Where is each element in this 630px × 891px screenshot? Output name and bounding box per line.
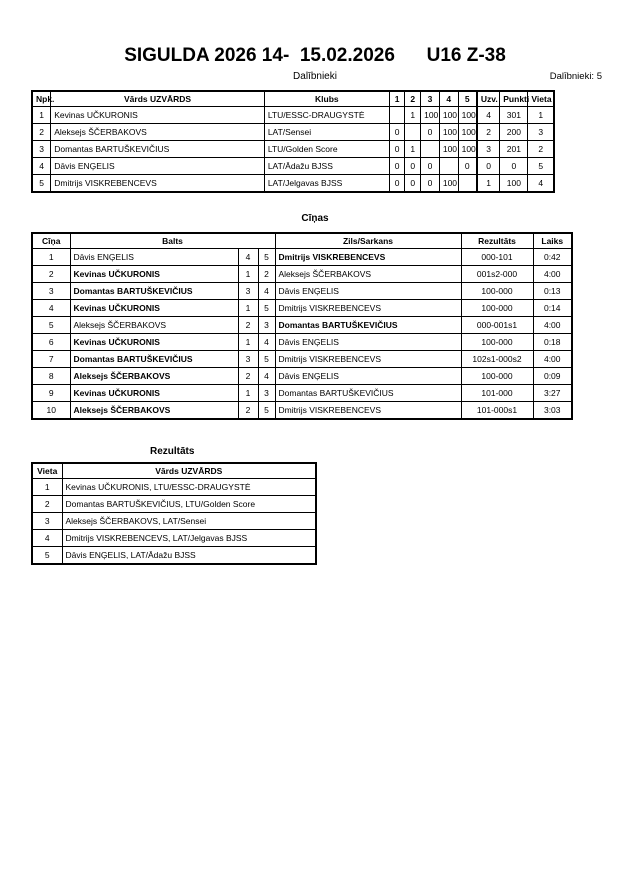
fight-time: 3:27 (533, 385, 572, 402)
score-vs-1: 0 (389, 158, 405, 175)
score-vs-5: 100 (458, 124, 477, 141)
fight-white-index: 1 (238, 334, 258, 351)
fights-header-row (32, 233, 572, 249)
result-row (32, 547, 316, 565)
fight-blue-index: 5 (258, 300, 275, 317)
fight-number: 7 (32, 351, 70, 368)
col-header-5: 5 (458, 91, 477, 107)
score-vs-2: 0 (405, 158, 421, 175)
col-header-fight: Cīņa (32, 233, 70, 249)
fight-blue-index: 4 (258, 368, 275, 385)
fight-number: 2 (32, 266, 70, 283)
fight-white-name: Dāvis ENĢELIS (70, 249, 238, 266)
score-vs-4: 100 (439, 141, 458, 158)
participant-place: 3 (528, 124, 554, 141)
participant-wins: 3 (477, 141, 500, 158)
fights-table (31, 232, 573, 420)
fight-result: 100-000 (461, 283, 533, 300)
fight-row (32, 351, 572, 368)
fight-blue-name: Dmitrijs VISKREBENCEVS (275, 300, 461, 317)
score-vs-3: 100 (421, 107, 440, 124)
fight-row (32, 334, 572, 351)
fight-white-name: Kevinas UČKURONIS (70, 300, 238, 317)
fight-blue-index: 5 (258, 249, 275, 266)
col-header-time: Laiks (533, 233, 572, 249)
participant-club: LTU/Golden Score (264, 141, 389, 158)
participant-club: LTU/ESSC-DRAUGYSTĖ (264, 107, 389, 124)
fight-blue-name: Domantas BARTUŠKEVIČIUS (275, 385, 461, 402)
participant-place: 5 (528, 158, 554, 175)
fight-number: 10 (32, 402, 70, 420)
fight-white-name: Domantas BARTUŠKEVIČIUS (70, 351, 238, 368)
fight-result: 000-001s1 (461, 317, 533, 334)
fight-row (32, 283, 572, 300)
fight-blue-name: Dmitrijs VISKREBENCEVS (275, 351, 461, 368)
fight-white-index: 1 (238, 266, 258, 283)
col-header-uzv: Uzv. (477, 91, 500, 107)
score-vs-4: 100 (439, 124, 458, 141)
score-vs-3: 0 (421, 158, 440, 175)
participant-npk: 1 (32, 107, 51, 124)
participant-place: 1 (528, 107, 554, 124)
page-title: SIGULDA 2026 14- 15.02.2026 U16 Z-38 (124, 45, 506, 66)
fight-blue-index: 3 (258, 317, 275, 334)
fight-row (32, 402, 572, 420)
score-vs-2: 1 (405, 141, 421, 158)
result-row (32, 530, 316, 547)
col-header-result: Rezultāts (461, 233, 533, 249)
fight-blue-index: 2 (258, 266, 275, 283)
result-place: 4 (32, 530, 62, 547)
participant-row (32, 141, 554, 158)
fight-blue-name: Aleksejs ŠČERBAKOVS (275, 266, 461, 283)
result-place: 3 (32, 513, 62, 530)
fight-white-name: Domantas BARTUŠKEVIČIUS (70, 283, 238, 300)
participant-row (32, 124, 554, 141)
fight-blue-name: Dāvis ENĢELIS (275, 334, 461, 351)
participant-npk: 4 (32, 158, 51, 175)
results-header-row (32, 463, 316, 479)
fight-number: 9 (32, 385, 70, 402)
participant-row (32, 158, 554, 175)
result-place: 2 (32, 496, 62, 513)
participant-club: LAT/Sensei (264, 124, 389, 141)
participant-wins: 2 (477, 124, 500, 141)
fight-blue-name: Dmitrijs VISKREBENCEVS (275, 249, 461, 266)
col-header-result-name: Vārds UZVĀRDS (62, 463, 316, 479)
results-table (31, 462, 317, 565)
participants-header-row (32, 91, 554, 107)
participant-wins: 4 (477, 107, 500, 124)
score-vs-3: 0 (421, 124, 440, 141)
col-header-club: Klubs (264, 91, 389, 107)
fight-row (32, 385, 572, 402)
fight-time: 0:18 (533, 334, 572, 351)
fight-number: 4 (32, 300, 70, 317)
col-header-name: Vārds UZVĀRDS (51, 91, 265, 107)
score-vs-1: 0 (389, 141, 405, 158)
score-vs-3 (421, 141, 440, 158)
participant-npk: 5 (32, 175, 51, 193)
participant-points: 200 (500, 124, 528, 141)
score-vs-4: 100 (439, 107, 458, 124)
fight-white-name: Aleksejs ŠČERBAKOVS (70, 402, 238, 420)
fight-white-index: 2 (238, 317, 258, 334)
participant-name: Dmitrijs VISKREBENCEVS (51, 175, 265, 193)
fight-result: 100-000 (461, 334, 533, 351)
col-header-place: Vieta (32, 463, 62, 479)
participant-npk: 3 (32, 141, 51, 158)
result-name-club: Dāvis ENĢELIS, LAT/Ādažu BJSS (62, 547, 316, 565)
results-heading: Rezultāts (150, 446, 195, 457)
fight-blue-index: 3 (258, 385, 275, 402)
result-place: 5 (32, 547, 62, 565)
fight-row (32, 266, 572, 283)
col-header-2: 2 (405, 91, 421, 107)
fight-result: 100-000 (461, 300, 533, 317)
fight-time: 0:42 (533, 249, 572, 266)
result-place: 1 (32, 479, 62, 496)
fight-time: 0:09 (533, 368, 572, 385)
participant-name: Dāvis ENĢELIS (51, 158, 265, 175)
fight-white-name: Kevinas UČKURONIS (70, 266, 238, 283)
score-vs-1: 0 (389, 175, 405, 193)
participant-name: Domantas BARTUŠKEVIČIUS (51, 141, 265, 158)
score-vs-5: 0 (458, 158, 477, 175)
col-header-3: 3 (421, 91, 440, 107)
fight-number: 5 (32, 317, 70, 334)
fight-time: 3:03 (533, 402, 572, 420)
fight-blue-name: Dāvis ENĢELIS (275, 368, 461, 385)
fight-time: 0:14 (533, 300, 572, 317)
fight-number: 1 (32, 249, 70, 266)
fight-result: 001s2-000 (461, 266, 533, 283)
fight-white-index: 3 (238, 351, 258, 368)
score-vs-4: 100 (439, 175, 458, 193)
fight-number: 3 (32, 283, 70, 300)
result-name-club: Domantas BARTUŠKEVIČIUS, LTU/Golden Score (62, 496, 316, 513)
result-row (32, 496, 316, 513)
score-vs-5 (458, 175, 477, 193)
participant-club: LAT/Ādažu BJSS (264, 158, 389, 175)
fight-blue-name: Dmitrijs VISKREBENCEVS (275, 402, 461, 420)
fight-row (32, 317, 572, 334)
fight-time: 4:00 (533, 317, 572, 334)
fight-row (32, 368, 572, 385)
col-header-white: Balts (70, 233, 275, 249)
fight-white-index: 3 (238, 283, 258, 300)
fight-blue-name: Dāvis ENĢELIS (275, 283, 461, 300)
participant-points: 301 (500, 107, 528, 124)
fight-result: 101-000s1 (461, 402, 533, 420)
fight-row (32, 300, 572, 317)
fight-result: 102s1-000s2 (461, 351, 533, 368)
result-name-club: Kevinas UČKURONIS, LTU/ESSC-DRAUGYSTĖ (62, 479, 316, 496)
fight-white-index: 2 (238, 368, 258, 385)
result-row (32, 513, 316, 530)
col-header-npk: Npk. (32, 91, 51, 107)
participants-count: Dalībnieki: 5 (549, 71, 602, 82)
fight-blue-index: 5 (258, 351, 275, 368)
score-vs-1 (389, 107, 405, 124)
participant-wins: 0 (477, 158, 500, 175)
participant-place: 4 (528, 175, 554, 193)
fight-time: 0:13 (533, 283, 572, 300)
participant-row (32, 175, 554, 193)
score-vs-5: 100 (458, 107, 477, 124)
fight-blue-name: Domantas BARTUŠKEVIČIUS (275, 317, 461, 334)
fight-number: 6 (32, 334, 70, 351)
fights-heading: Cīņas (301, 213, 329, 224)
score-vs-3: 0 (421, 175, 440, 193)
result-name-club: Dmitrijs VISKREBENCEVS, LAT/Jelgavas BJSS (62, 530, 316, 547)
result-name-club: Aleksejs ŠČERBAKOVS, LAT/Sensei (62, 513, 316, 530)
fight-blue-index: 5 (258, 402, 275, 420)
participant-name: Kevinas UČKURONIS (51, 107, 265, 124)
col-header-punkti: Punkti (500, 91, 528, 107)
fight-white-index: 2 (238, 402, 258, 420)
result-row (32, 479, 316, 496)
fight-result: 101-000 (461, 385, 533, 402)
participant-points: 201 (500, 141, 528, 158)
col-header-1: 1 (389, 91, 405, 107)
score-vs-1: 0 (389, 124, 405, 141)
fight-white-name: Kevinas UČKURONIS (70, 385, 238, 402)
participant-name: Aleksejs ŠČERBAKOVS (51, 124, 265, 141)
score-vs-2: 1 (405, 107, 421, 124)
participant-npk: 2 (32, 124, 51, 141)
fight-white-name: Aleksejs ŠČERBAKOVS (70, 368, 238, 385)
fight-time: 4:00 (533, 351, 572, 368)
score-vs-2: 0 (405, 175, 421, 193)
fight-time: 4:00 (533, 266, 572, 283)
fight-white-index: 4 (238, 249, 258, 266)
col-header-blue: Zils/Sarkans (275, 233, 461, 249)
fight-white-index: 1 (238, 300, 258, 317)
participant-wins: 1 (477, 175, 500, 193)
fight-result: 000-101 (461, 249, 533, 266)
score-vs-4 (439, 158, 458, 175)
fight-result: 100-000 (461, 368, 533, 385)
fight-white-name: Kevinas UČKURONIS (70, 334, 238, 351)
fight-blue-index: 4 (258, 283, 275, 300)
score-vs-2 (405, 124, 421, 141)
participant-club: LAT/Jelgavas BJSS (264, 175, 389, 193)
participants-table (31, 90, 555, 193)
fight-blue-index: 4 (258, 334, 275, 351)
score-vs-5: 100 (458, 141, 477, 158)
participant-points: 100 (500, 175, 528, 193)
fight-white-index: 1 (238, 385, 258, 402)
col-header-vieta: Vieta (528, 91, 554, 107)
fight-number: 8 (32, 368, 70, 385)
participant-points: 0 (500, 158, 528, 175)
participant-row (32, 107, 554, 124)
fight-white-name: Aleksejs ŠČERBAKOVS (70, 317, 238, 334)
col-header-4: 4 (439, 91, 458, 107)
participant-place: 2 (528, 141, 554, 158)
fight-row (32, 249, 572, 266)
participants-heading: Dalībnieki (293, 71, 337, 82)
